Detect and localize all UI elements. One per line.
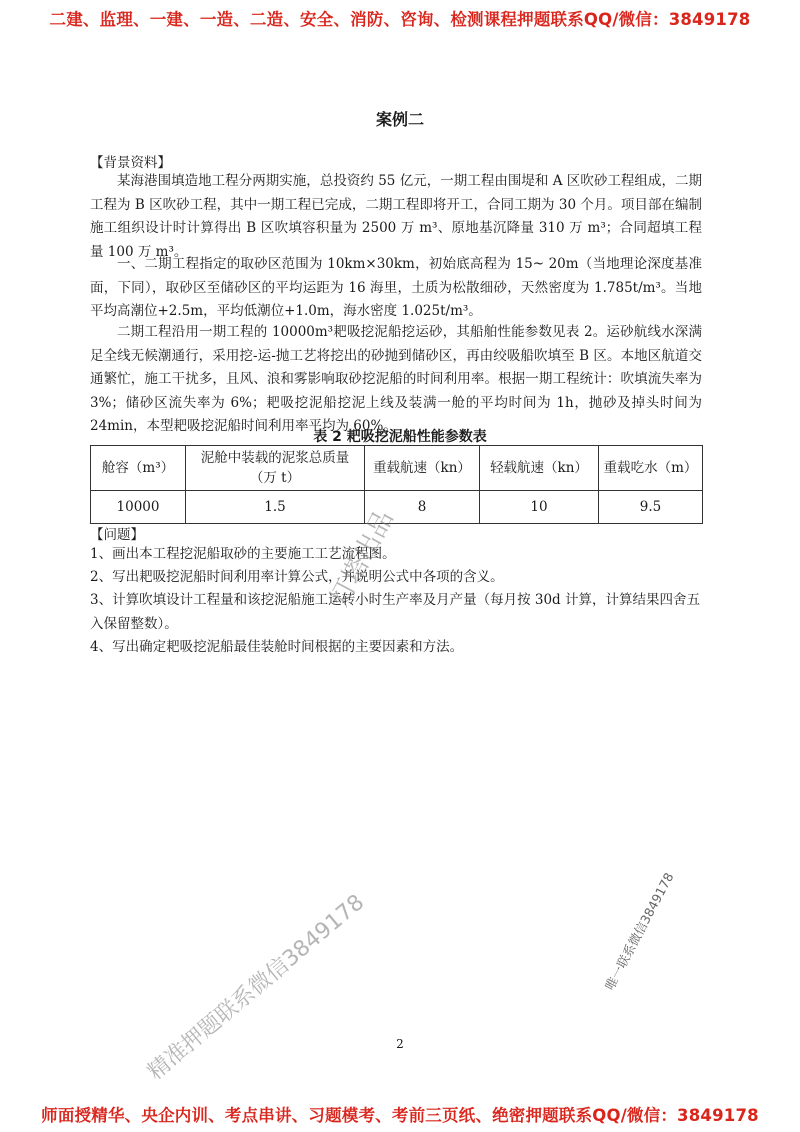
- question-3: 3、计算吹填设计工程量和该挖泥船施工运转小时生产率及月产量（每月按 30d 计算，计算结果四舍五入保留整数）。: [90, 592, 700, 632]
- ship-parameter-table: [90, 445, 703, 524]
- bottom-banner: 师面授精华、央企内训、考点串讲、习题模考、考前三页纸、绝密押题联系QQ/微信：3849178: [41, 1106, 759, 1125]
- diagonal-watermark-left: 精准押题联系微信3849178: [143, 889, 370, 1086]
- cell-hold-capacity: 10000: [91, 491, 186, 524]
- table-header-row: [91, 446, 703, 491]
- header-loaded-speed: 重载航速（kn）: [365, 446, 480, 491]
- stamp-watermark: 灯塔出品: [324, 505, 400, 612]
- cell-light-speed: 10: [480, 491, 599, 524]
- header-light-speed: 轻载航速（kn）: [480, 446, 599, 491]
- header-slurry-mass: 泥舱中装载的泥浆总质量（万 t）: [186, 446, 365, 491]
- header-hold-capacity: 舱容（m³）: [91, 446, 186, 491]
- table-caption: 表 2 耙吸挖泥船性能参数表: [313, 429, 487, 445]
- question-2: 2、写出耙吸挖泥船时间利用率计算公式，并说明公式中各项的含义。: [90, 569, 504, 585]
- background-paragraph-3: 二期工程沿用一期工程的 10000m³耙吸挖泥船挖运砂，其船舶性能参数见表 2。运砂航线水深满足全线无候潮通行，采用挖-运-抛工艺将挖出的砂抛到储砂区，再由绞吸船吹填至 B 区。本地区航道交通繁忙，施工干扰多，且风、浪和雾影响取砂挖泥船的时间利用率。根据一期工程统计：吹填流失率为 3%；储砂区流失率为 6%；耙吸挖泥船挖泥上线及装满一舱的平均时间为 1h，抛砂及掉头时间为 24min，本型耙吸挖泥船时间利用率平均为 60%。: [90, 324, 702, 434]
- diagonal-watermark-right: 唯一联系微信3849178: [601, 870, 677, 993]
- cell-loaded-draft: 9.5: [599, 491, 703, 524]
- top-banner: 二建、监理、一建、一造、二造、安全、消防、咨询、检测课程押题联系QQ/微信：3849178: [49, 10, 751, 29]
- cell-loaded-speed: 8: [365, 491, 480, 524]
- question-1: 1、画出本工程挖泥船取砂的主要施工工艺流程图。: [90, 546, 396, 562]
- page-title: 案例二: [375, 110, 424, 129]
- header-loaded-draft: 重载吃水（m）: [599, 446, 703, 491]
- questions-heading: 【问题】: [90, 527, 144, 543]
- cell-slurry-mass: 1.5: [186, 491, 365, 524]
- question-4: 4、写出确定耙吸挖泥船最佳装舱时间根据的主要因素和方法。: [90, 639, 464, 655]
- background-paragraph-2: 一、二期工程指定的取砂区范围为 10km×30km，初始底高程为 15~ 20m（当地理论深度基准面，下同），取砂区至储砂区的平均运距为 16 海里，土质为松散细砂，天然密度为 1.785t/m³。当地平均高潮位+2.5m，平均低潮位+1.0m，海水密度 1.025t/m³。: [90, 256, 702, 319]
- page-number: 2: [396, 1037, 404, 1051]
- background-heading: 【背景资料】: [90, 155, 171, 171]
- background-paragraph-1: 某海港围填造地工程分两期实施，总投资约 55 亿元，一期工程由围堤和 A 区吹砂工程组成，二期工程为 B 区吹砂工程，其中一期工程已完成，二期工程即将开工，合同工期为 30 个月。项目部在编制施工组织设计时计算得出 B 区吹填容积量为 2500 万 m³、原地基沉降量 310 万 m³；合同超填工程量 100 万 m³。: [90, 173, 702, 260]
